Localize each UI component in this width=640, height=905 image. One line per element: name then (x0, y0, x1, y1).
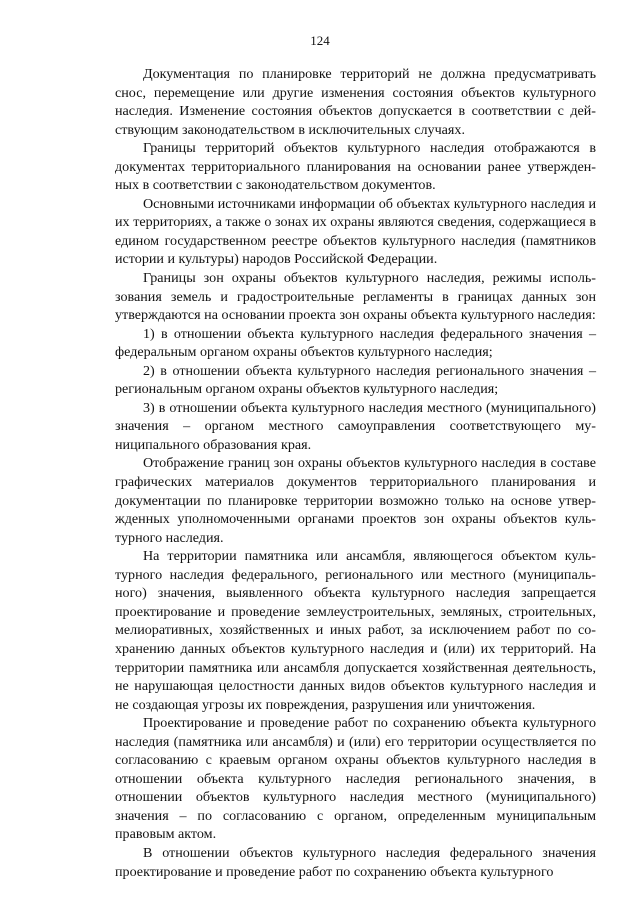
paragraph: В отношении объектов культурного наследия федерального значения проектирование и проведение работ по сохранению объекта культурного (115, 844, 596, 880)
body-text (115, 65, 596, 881)
paragraph: Отображение границ зон охраны объектов культурного наследия в составе графических материалов документов территориального планирования и документации по планировке территории возможно только на основе утвержденных уполномоченными органами проектов зон охраны объектов культурного наследия. (115, 455, 596, 546)
paragraph: Проектирование и проведение работ по сохранению объекта культурного наследия (памятника или ансамбля) и (или) его территории осуществляется по согласованию с краевым органом охраны объектов культурного наследия в отношении объекта культурного наследия регионального значения, в отношении объектов культурного наследия местного (муниципального) значения – по согласованию с органом, определенным муниципальным правовым актом. (115, 715, 596, 843)
paragraph: Документация по планировке территорий не должна предусматривать снос, перемещение или другие изменения состояния объектов культурного наследия. Изменение состояния объектов допускается в соответствии с действующим законодательством в исключительных случаях. (115, 66, 596, 138)
paragraph: Границы территорий объектов культурного наследия отображаются в документах территориального планирования на основании ранее утвержденных в соответствии с законодательством документов. (115, 140, 596, 194)
list-item: 1) в отношении объекта культурного наследия федерального значения – федеральным органом охраны объектов культурного наследия; (115, 325, 596, 361)
paragraph: На территории памятника или ансамбля, являющегося объектом культурного наследия федерального, регионального или местного (муниципального) значения, выявленного объекта культурного наследия запрещается проектирование и проведение землеустроительных, земляных, строительных, мелиоративных, хозяйственных и иных работ, за исключением работ по сохранению данных объектов культурного наследия и (или) их территорий. На территории памятника или ансамбля допускается хозяйственная деятельность, не нарушающая целостности данных видов объектов культурного наследия и не создающая угрозы их повреждения, разрушения или уничтожения. (115, 548, 596, 713)
list-item: 2) в отношении объекта культурного наследия регионального значения – региональным органом охраны объектов культурного наследия; (115, 362, 596, 398)
paragraph: Границы зон охраны объектов культурного наследия, режимы использования земель и градостроительные регламенты в границах данных зон утверждаются на основании проекта зон охраны объекта культурного наследия: (115, 270, 596, 324)
page-number: 124 (310, 33, 330, 48)
paragraph: Основными источниками информации об объектах культурного наследия и их территориях, а также о зонах их охраны являются сведения, содержащиеся в едином государственном реестре объектов культурного наследия (памятников истории и культуры) народов Российской Федерации. (115, 195, 596, 268)
list-item: 3) в отношении объекта культурного наследия местного (муниципального) значения – органом местного самоуправления соответствующего муниципального образования края. (115, 399, 596, 453)
